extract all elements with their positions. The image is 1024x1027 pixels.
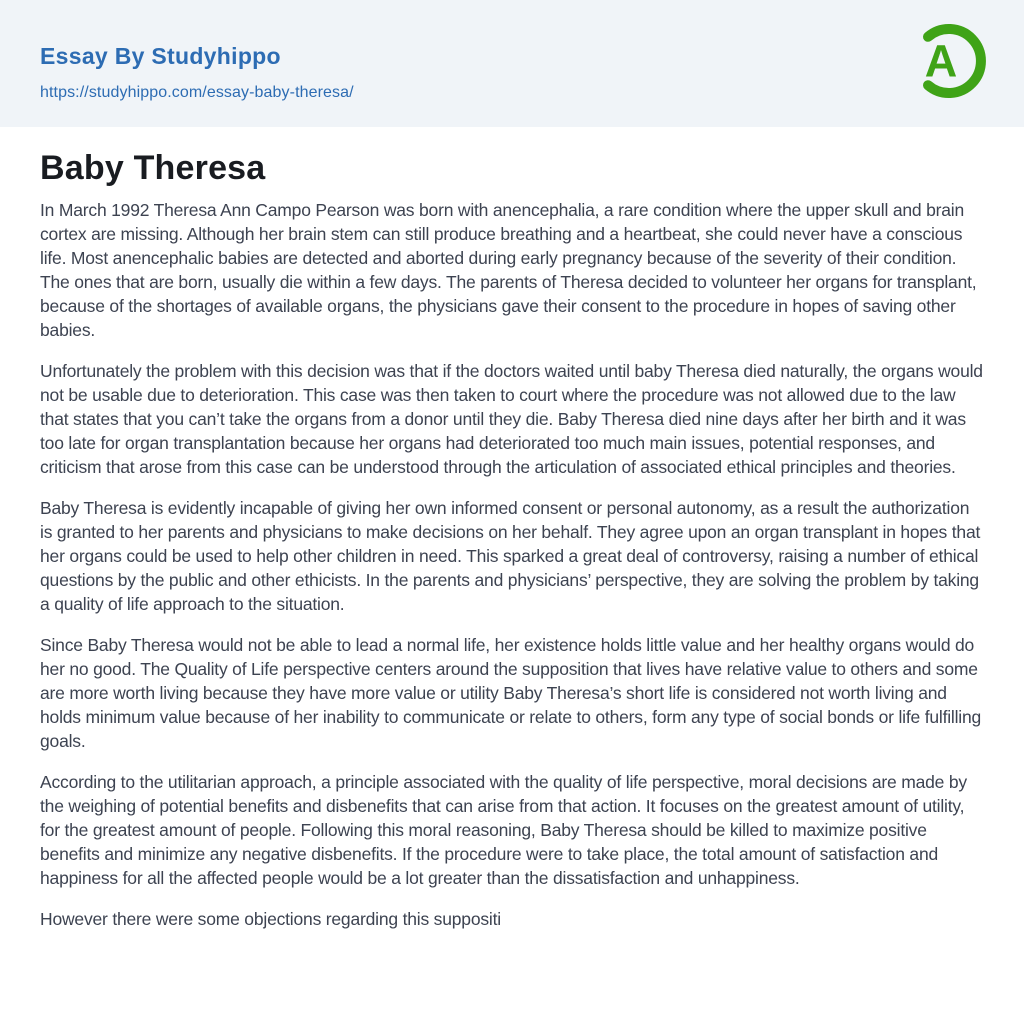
essay-paragraph-5: According to the utilitarian approach, a principle associated with the quality of life perspective, moral decisions are made by the weighing of potential benefits and disbenefits that can arise from that action. It focuses on the greatest amount of utility, for the greatest amount of people. Following this moral reasoning, Baby Theresa should be killed to maximize positive benefits and minimize any negative disbenefits. If the procedure were to take place, the total amount of satisfaction and happiness for all the affected people would be a lot greater than the dissatisfaction and unhappiness. bbox=[40, 772, 967, 888]
essay-url-link[interactable]: https://studyhippo.com/essay-baby-theresa/ bbox=[40, 84, 354, 101]
essay-paragraph-2: Unfortunately the problem with this decision was that if the doctors waited until baby Theresa died naturally, the organs would not be usable due to deterioration. This case was then taken to court where the procedure was not allowed due to the law that states that you can’t take the organs from a donor until they die. Baby Theresa died nine days after her birth and it was too late for organ transplantation because her organs had deteriorated too much main issues, potential responses, and criticism that arose from this case can be understood through the articulation of associated ethical principles and theories. bbox=[40, 361, 983, 477]
header-banner bbox=[0, 0, 1024, 127]
studyhippo-logo bbox=[906, 21, 986, 101]
essay-paragraph-6: However there were some objections regarding this suppositi bbox=[40, 909, 501, 929]
essay-paragraph-4: Since Baby Theresa would not be able to lead a normal life, her existence holds little value and her healthy organs would do her no good. The Quality of Life perspective centers around the supposition that lives have relative value to others and some are more worth living because they have more value or utility Baby Theresa’s short life is considered not worth living and holds minimum value because of her inability to communicate or relate to others, form any type of social bonds or life fulfilling goals. bbox=[40, 635, 982, 751]
essay-content bbox=[0, 148, 1024, 931]
page-title: Baby Theresa bbox=[40, 149, 266, 187]
essay-paragraph-1: In March 1992 Theresa Ann Campo Pearson was born with anencephalia, a rare condition where the upper skull and brain cortex are missing. Although her brain stem can still produce breathing and a heartbeat, she could never have a conscious life. Most anencephalic babies are detected and aborted during early pregnancy because of the severity of their condition. The ones that are born, usually die within a few days. The parents of Theresa decided to volunteer her organs for transplant, because of the shortages of available organs, the physicians gave their consent to the procedure in hopes of saving other babies. bbox=[40, 200, 977, 340]
essay-source-link[interactable]: Essay By Studyhippo bbox=[40, 43, 281, 69]
essay-paragraph-3: Baby Theresa is evidently incapable of giving her own informed consent or personal autonomy, as a result the authorization is granted to her parents and physicians to make decisions on her behalf. They agree upon an organ transplant in hopes that her organs could be used to help other children in need. This sparked a great deal of controversy, raising a number of ethical questions by the public and other ethicists. In the parents and physicians’ perspective, they are solving the problem by taking a quality of life approach to the situation. bbox=[40, 498, 981, 614]
logo-letter: A bbox=[924, 35, 958, 87]
logo-arc-icon bbox=[906, 21, 986, 101]
